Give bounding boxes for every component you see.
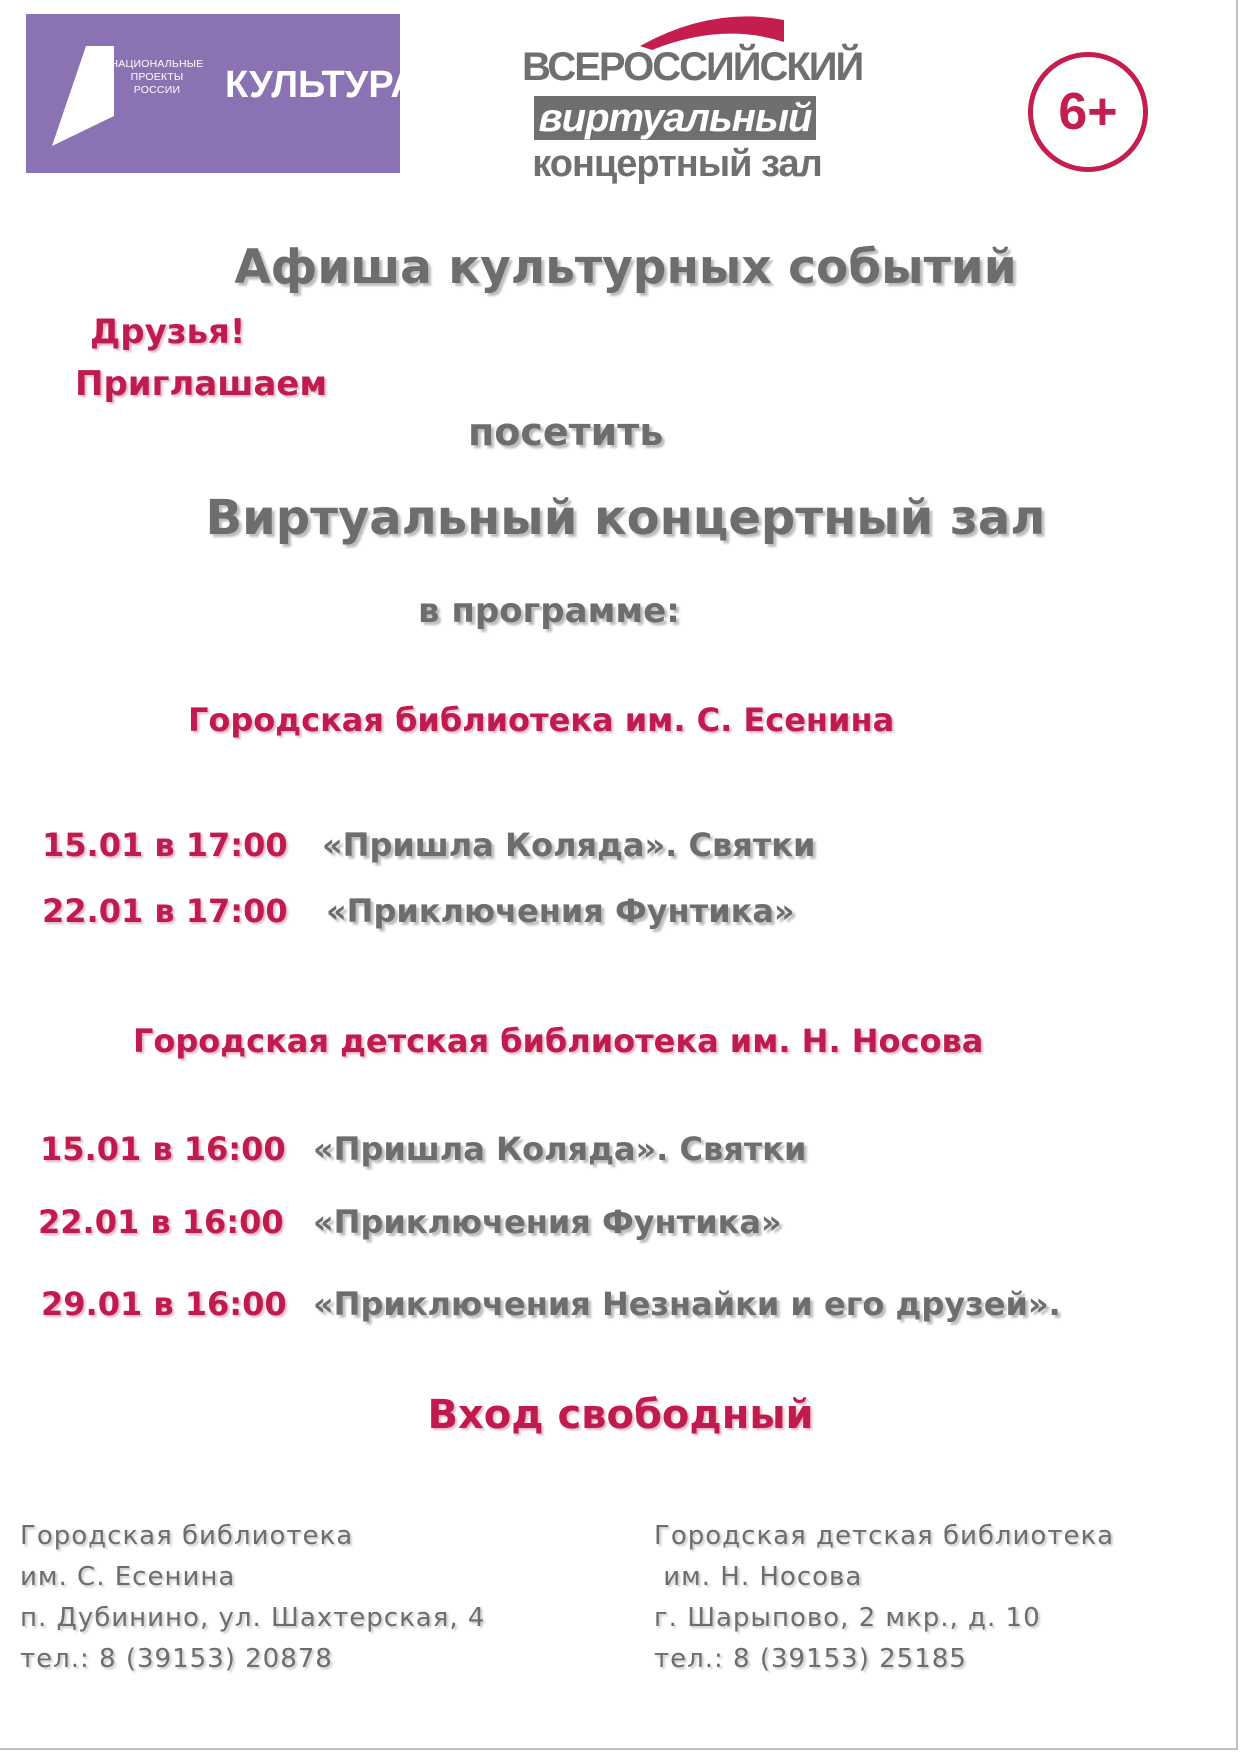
greeting-friends: Друзья! [90, 312, 246, 352]
poster-title: Афиша культурных событий [234, 240, 1017, 295]
event-date: 15.01 в 16:00 [40, 1130, 286, 1168]
concert-hall-heading: Виртуальный концертный зал [205, 490, 1046, 546]
virtual-concert-hall-logo [522, 12, 863, 185]
vkz-line-2: виртуальный [534, 96, 816, 140]
address-line: Городская библиотека [20, 1521, 354, 1551]
address-block-nosov [654, 1516, 1114, 1680]
event-date: 22.01 в 16:00 [38, 1203, 284, 1241]
event-date: 22.01 в 17:00 [42, 892, 288, 930]
event-title: «Приключения Фунтика» [326, 892, 795, 930]
address-line: им. Н. Носова [654, 1562, 863, 1592]
address-line: г. Шарыпово, 2 мкр., д. 10 [654, 1603, 1041, 1633]
greeting-invite: Приглашаем [75, 364, 328, 404]
visit-text: посетить [468, 410, 664, 454]
address-line: Городская детская библиотека [654, 1521, 1115, 1551]
national-projects-label: НАЦИОНАЛЬНЫЕ ПРОЕКТЫ РОССИИ [110, 58, 204, 96]
address-line: им. С. Есенина [20, 1562, 236, 1592]
event-title: «Приключения Фунтика» [313, 1203, 782, 1241]
phone-line: тел.: 8 (39153) 20878 [20, 1644, 333, 1674]
program-label: в программе: [418, 591, 680, 631]
library-2-title: Городская детская библиотека им. Н. Носова [133, 1022, 984, 1060]
event-title: «Пришла Коляда». Святки [313, 1130, 807, 1168]
event-date: 29.01 в 16:00 [41, 1285, 287, 1323]
vkz-line-3: концертный зал [532, 143, 822, 185]
event-title: «Приключения Незнайки и его друзей». [313, 1285, 1061, 1323]
culture-logo [26, 14, 418, 173]
age-rating-badge: 6+ [1028, 52, 1148, 172]
phone-line: тел.: 8 (39153) 25185 [654, 1644, 967, 1674]
address-line: п. Дубинино, ул. Шахтерская, 4 [20, 1603, 486, 1633]
event-title: «Пришла Коляда». Святки [322, 826, 816, 864]
vkz-line-1: ВСЕРОССИЙСКИЙ [522, 45, 863, 89]
free-entry-notice: Вход свободный [427, 1392, 814, 1438]
culture-label: КУЛЬТУРА [225, 64, 418, 106]
library-1-title: Городская библиотека им. С. Есенина [188, 701, 895, 739]
address-block-esenin [20, 1516, 485, 1680]
event-date: 15.01 в 17:00 [42, 826, 288, 864]
